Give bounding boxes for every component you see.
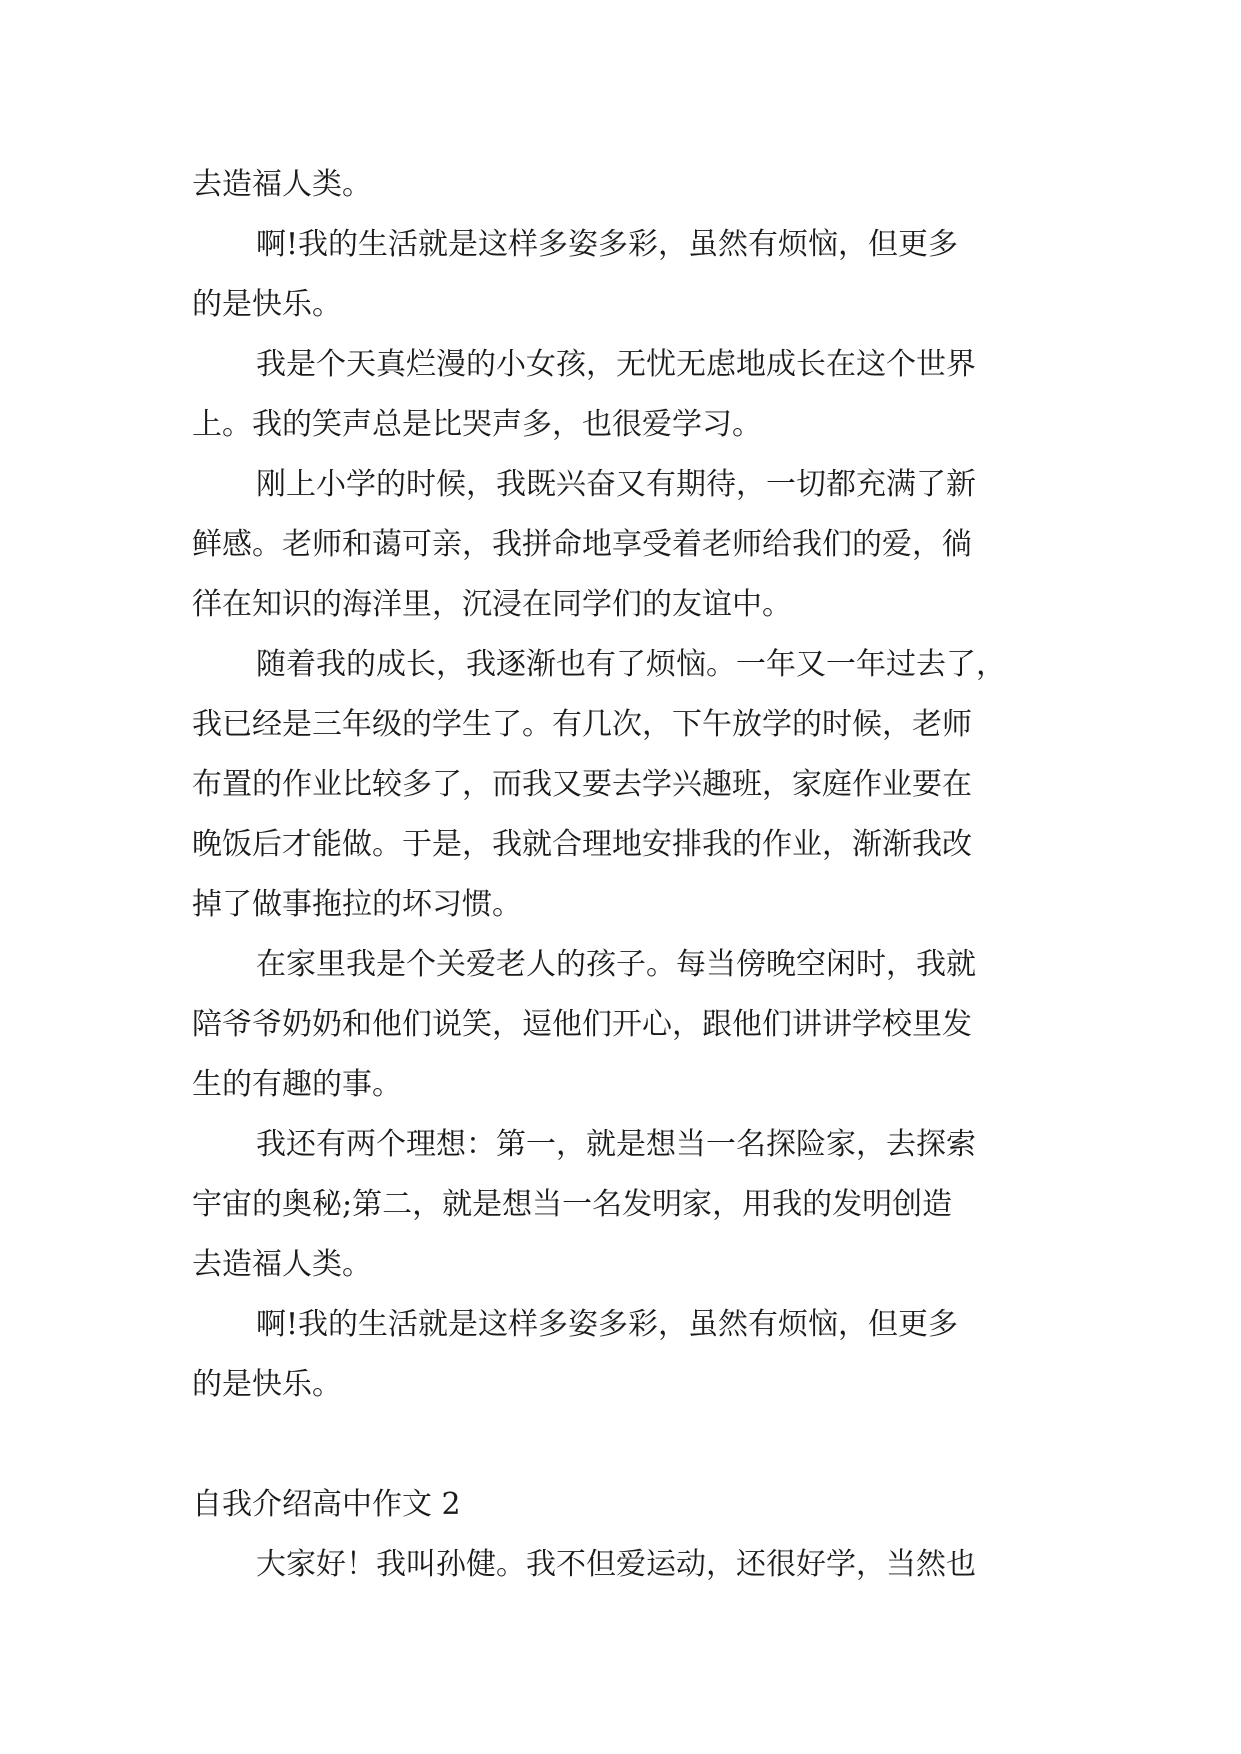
text-line: 宇宙的奥秘;第二，就是想当一名发明家，用我的发明创造 [192, 1187, 953, 1222]
text-line: 我是个天真烂漫的小女孩，无忧无虑地成长在这个世界 [256, 347, 976, 382]
paragraph [192, 215, 1054, 335]
text-line: 的是快乐。 [192, 287, 342, 322]
section-gap [192, 1415, 1054, 1475]
section-heading [192, 1475, 1054, 1535]
text-line: 布置的作业比较多了，而我又要去学兴趣班，家庭作业要在 [192, 767, 972, 802]
text-line: 生的有趣的事。 [192, 1067, 402, 1102]
text-line: 去造福人类。 [192, 1247, 372, 1282]
text-line: 大家好！我叫孙健。我不但爱运动，还很好学，当然也 [256, 1547, 976, 1582]
text-line: 晚饭后才能做。于是，我就合理地安排我的作业，渐渐我改 [192, 827, 972, 862]
text-line: 鲜感。老师和蔼可亲，我拼命地享受着老师给我们的爱，徜 [192, 527, 972, 562]
paragraph [192, 455, 1054, 635]
text-line: 我已经是三年级的学生了。有几次，下午放学的时候，老师 [192, 707, 972, 742]
text-line: 的是快乐。 [192, 1367, 342, 1402]
paragraph [192, 155, 1054, 215]
text-line: 自我介绍高中作文 2 [192, 1487, 461, 1522]
text-line: 随着我的成长，我逐渐也有了烦恼。一年又一年过去了， [256, 647, 1006, 682]
paragraph [192, 335, 1054, 455]
text-line: 陪爷爷奶奶和他们说笑，逗他们开心，跟他们讲讲学校里发 [192, 1007, 972, 1042]
paragraph [192, 1115, 1054, 1295]
text-line: 上。我的笑声总是比哭声多，也很爱学习。 [192, 407, 762, 442]
paragraph [192, 1535, 1054, 1595]
text-line: 我还有两个理想：第一，就是想当一名探险家，去探索 [256, 1127, 976, 1162]
text-line: 啊!我的生活就是这样多姿多彩，虽然有烦恼，但更多 [256, 227, 959, 262]
text-line: 啊!我的生活就是这样多姿多彩，虽然有烦恼，但更多 [256, 1307, 959, 1342]
text-line: 徉在知识的海洋里，沉浸在同学们的友谊中。 [192, 587, 792, 622]
document-body [192, 155, 1054, 1595]
paragraph [192, 935, 1054, 1115]
paragraph [192, 1295, 1054, 1415]
text-line: 掉了做事拖拉的坏习惯。 [192, 887, 522, 922]
text-line: 刚上小学的时候，我既兴奋又有期待，一切都充满了新 [256, 467, 976, 502]
text-line: 去造福人类。 [192, 167, 372, 202]
paragraph [192, 635, 1054, 935]
text-line: 在家里我是个关爱老人的孩子。每当傍晚空闲时，我就 [256, 947, 976, 982]
